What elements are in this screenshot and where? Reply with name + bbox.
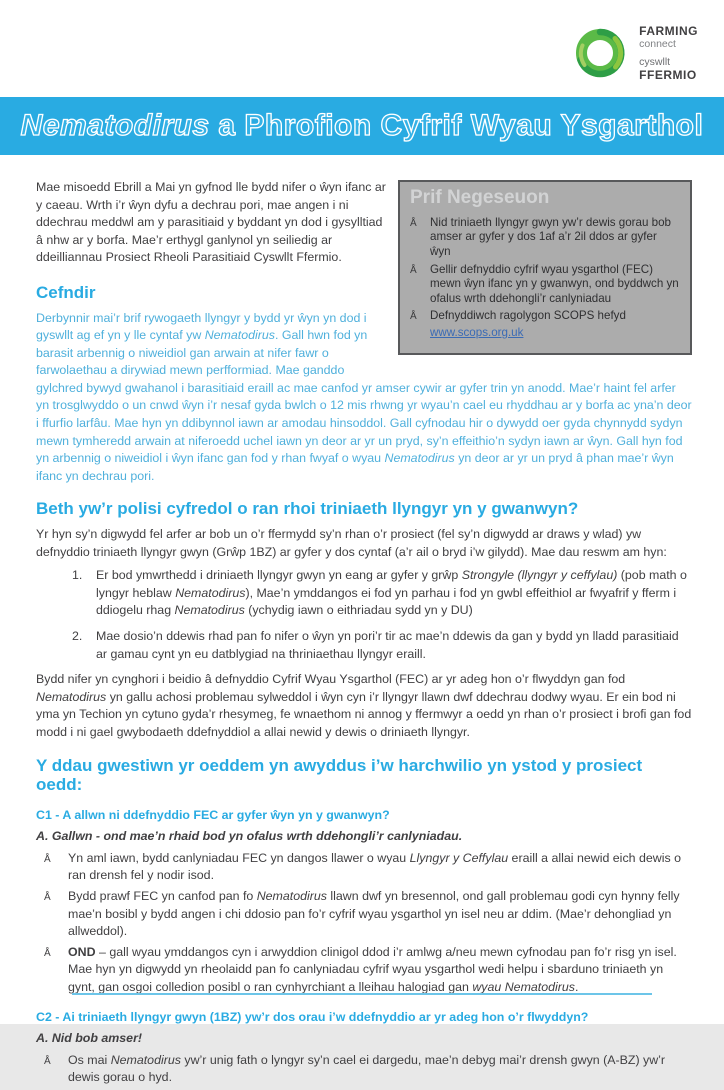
title-banner: [0, 97, 724, 155]
key-message-text: [430, 309, 680, 340]
numbered-item-text: Er bod ymwrthedd i driniaeth llyngyr gwyn yn eang ar gyfer y grŵp Strongyle (llyngyr y ceffylau) (pob math o lyngyr heblaw Nematodirus), Mae’n ymddangos ei fod yn parhau i fod yn gwbl effeithiol ar fwyafrif y fferm i ddiogelu rhag Nematodirus (ychydig iawn o eithriadau sydd yn y DU): [96, 568, 687, 618]
ram-bullet-icon: Å: [410, 311, 417, 323]
question-c2-answer: A. Nid bob amser!: [36, 1031, 143, 1046]
section-heading-questions: Y ddau gwestiwn yr oeddem yn awyddus i’w harchwilio yn ystod y prosiect oedd:: [36, 755, 643, 795]
bullet-text: Yn aml iawn, bydd canlyniadau FEC yn dangos llawer o wyau Llyngyr y Ceffylau eraill a allai newid eich dewis o ran drensh fel y nodir isod.: [68, 850, 681, 883]
scops-link[interactable]: www.scops.org.uk: [430, 326, 524, 340]
key-message-text: Gellir defnyddio cyfrif wyau ysgarthol (FEC) mewn ŵyn ifanc yn y gwanwyn, ond byddwch yn ofalus wrth ddehongli’r canlyniadau: [430, 262, 679, 305]
bullet-item: [44, 1052, 692, 1087]
document-body: [36, 179, 692, 1090]
question-c1-answer: A. Gallwn - ond mae’n rhaid bod yn ofalus wrth ddehongli’r canlyniadau.: [36, 829, 463, 844]
title-rest-part: a Phrofion Cyfrif Wyau Ysgarthol: [209, 109, 704, 142]
footer-divider: [72, 993, 652, 995]
intro-paragraph: Mae misoedd Ebrill a Mai yn gyfnod lle bydd nifer o ŵyn ifanc ar y caeau. Wrth i’r ŵyn dyfu a dechrau pori, mae angen i ni ddechrau meddwl am y parasitiaid y byddant yn dod i gysylltiad â nhw ar y borfa. Mae’r erthygl ganlynol yn seiliedig ar ddeilliannau Prosiect Rheoli Parasitiaid Cyswllt Ffermio.: [36, 180, 386, 265]
logo-farming: FARMING: [639, 24, 698, 38]
key-message-item: [410, 309, 680, 340]
ram-bullet-icon: Å: [410, 264, 417, 276]
list-number: 1.: [72, 568, 83, 583]
page-title: [21, 109, 704, 143]
question-c2-heading: C2 - Ai triniaeth llyngyr gwyn (1BZ) yw’r dos orau i’w ddefnyddio ar yr adeg hon o’r flwyddyn?: [36, 1009, 589, 1024]
question-c1-heading: C1 - A allwn ni ddefnyddio FEC ar gyfer ŵyn yn y gwanwyn?: [36, 807, 390, 822]
key-message-item: [410, 216, 680, 260]
key-message-text: Nid triniaeth llyngyr gwyn yw’r dewis gorau bob amser ar gyfer y dos 1af a’r 2il ddos ar gyfer ŵyn: [430, 215, 672, 259]
farming-connect-logo: [571, 24, 698, 82]
key-messages-box: [398, 180, 692, 355]
key-messages-title: Prif Negeseuon: [410, 187, 550, 208]
ram-bullet-icon: Å: [44, 853, 51, 865]
key-message-item: [410, 263, 680, 307]
ram-bullet-icon: Å: [44, 1055, 51, 1067]
ram-bullet-icon: Å: [44, 892, 51, 903]
section-heading-cefndir: Cefndir: [36, 282, 96, 302]
bullet-item: [44, 888, 692, 941]
bullet-item: [44, 850, 692, 885]
ram-bullet-icon: Å: [44, 947, 51, 959]
cefndir-paragraph: Derbynnir mai’r brif rywogaeth llyngyr y bydd yr ŵyn yn dod i gyswllt ag ef yn y lle cyntaf yw Nematodirus. Gall hwn fod yn barasit arbennig o niweidiol gan arwain at nifer fawr o farwolaethau a dirywiad mewn perfformiad. Mae ganddo gylchred bywyd gwahanol i barasitiaid eraill ac mae canfod yr amser cywir ar gyfer trin yn anodd. Mae’r haint fel arfer yn trosglwyddo o un cnwd ŵyn i’r nesaf gyda bwlch o 12 mis rhwng yr wyau’n cael eu rhyddhau ar y borfa ac yna’n deor i ffurfio larfâu. Mae hyn yn ddibynnol iawn ar amodau hinsoddol. Gall cyfnodau hir o dywydd oer gyda chynnydd sydyn mewn tymheredd arwain at niferoedd uchel iawn yn deor ar yr un pryd, sy’n effeithio’n sydyn iawn ar ŵyn. Gall hyn fod yn arbennig o niweidiol i ŵyn ifanc gan fod y rhan fwyaf o wyau Nematodirus yn deor ar yr un pryd â phan mae’r ŵyn ifanc yn dechrau pori.: [36, 310, 692, 483]
key-message-text: Defnyddiwch ragolygon SCOPS hefyd: [430, 309, 626, 323]
logo-wordmark: [639, 25, 698, 81]
title-italic-part: Nematodirus: [20, 109, 210, 142]
ram-bullet-icon: Å: [410, 217, 417, 229]
numbered-item: [72, 628, 692, 663]
bullet-text: OND – gall wyau ymddangos cyn i arwyddion clinigol ddod i’r amlwg a/neu mewn cyfnodau pan fo’r risg yn isel. Mae hyn yn digwydd yn rheolaidd pan fo canlyniadau cyfrif wyau ysgarthol wedi helpu i sbarduno triniaeth yn gynt, gan osgoi colledion posibl o ran cynhyrchiant a lleihau halogiad gan wyau Nematodirus.: [68, 944, 677, 994]
list-number: 2.: [72, 628, 83, 643]
bullet-item: [44, 944, 692, 997]
section-heading-polisi: Beth yw’r polisi cyfredol o ran rhoi triniaeth llyngyr yn y gwanwyn?: [36, 499, 579, 519]
bullet-text: Os mai Nematodirus yw’r unig fath o lyngyr sy’n cael ei dargedu, mae’n debyg mai’r drensh gwyn (A-BZ) yw’r dewis gorau o hyd.: [68, 1052, 666, 1085]
bullet-text: Bydd prawf FEC yn canfod pan fo Nematodirus llawn dwf yn bresennol, ond gall problemau godi cyn hynny felly mae’n bosibl y bydd angen i chi ddosio pan fo’r cyfrif wyau ysgarthol yn isel neu ar ddim. (Mae’r dehongliad yn allweddol).: [68, 889, 680, 939]
green-swirl-icon: [571, 24, 629, 82]
logo-ffermio: FFERMIO: [639, 68, 697, 82]
numbered-item-text: Mae dosio’n ddewis rhad pan fo nifer o ŵyn yn pori’r tir ac mae’n ddewis da gan y bydd yn lladd parasitiaid ar gamau cynt yn eu datblygiad na thriniaethau llyngyr eraill.: [96, 628, 679, 661]
polisi-intro-paragraph: Yr hyn sy’n digwydd fel arfer ar bob un o’r ffermydd sy’n rhan o’r prosiect (fel sy’n digwydd ar draws y wlad) yw defnyddio triniaeth llyngyr gwyn (Grŵp 1BZ) ar gyfer y dos cyntaf (a’r ail o bryd i’w gilydd). Mae dau reswm am hyn:: [36, 527, 667, 559]
logo-cyswllt: cyswllt: [639, 55, 671, 68]
numbered-item: [72, 567, 692, 620]
polisi-outro-paragraph: Bydd nifer yn cynghori i beidio â defnyddio Cyfrif Wyau Ysgarthol (FEC) ar yr adeg hon o’r flwyddyn gan fod Nematodirus yn gallu achosi problemau sylweddol i ŵyn cyn i’r llyngyr llawn dwf ddechrau dodwy wyau. Er ein bod ni yma yn Techion yn cytuno gyda’r rhesymeg, fe wnaethom ni annog y ffermwyr a oedd yn rhan o’r prosiect i brofi gan fod modd i ni gael gwybodaeth ddefnyddiol a allai newid y dewis o driniaeth llyngyr.: [36, 672, 692, 739]
logo-connect: connect: [639, 38, 676, 50]
